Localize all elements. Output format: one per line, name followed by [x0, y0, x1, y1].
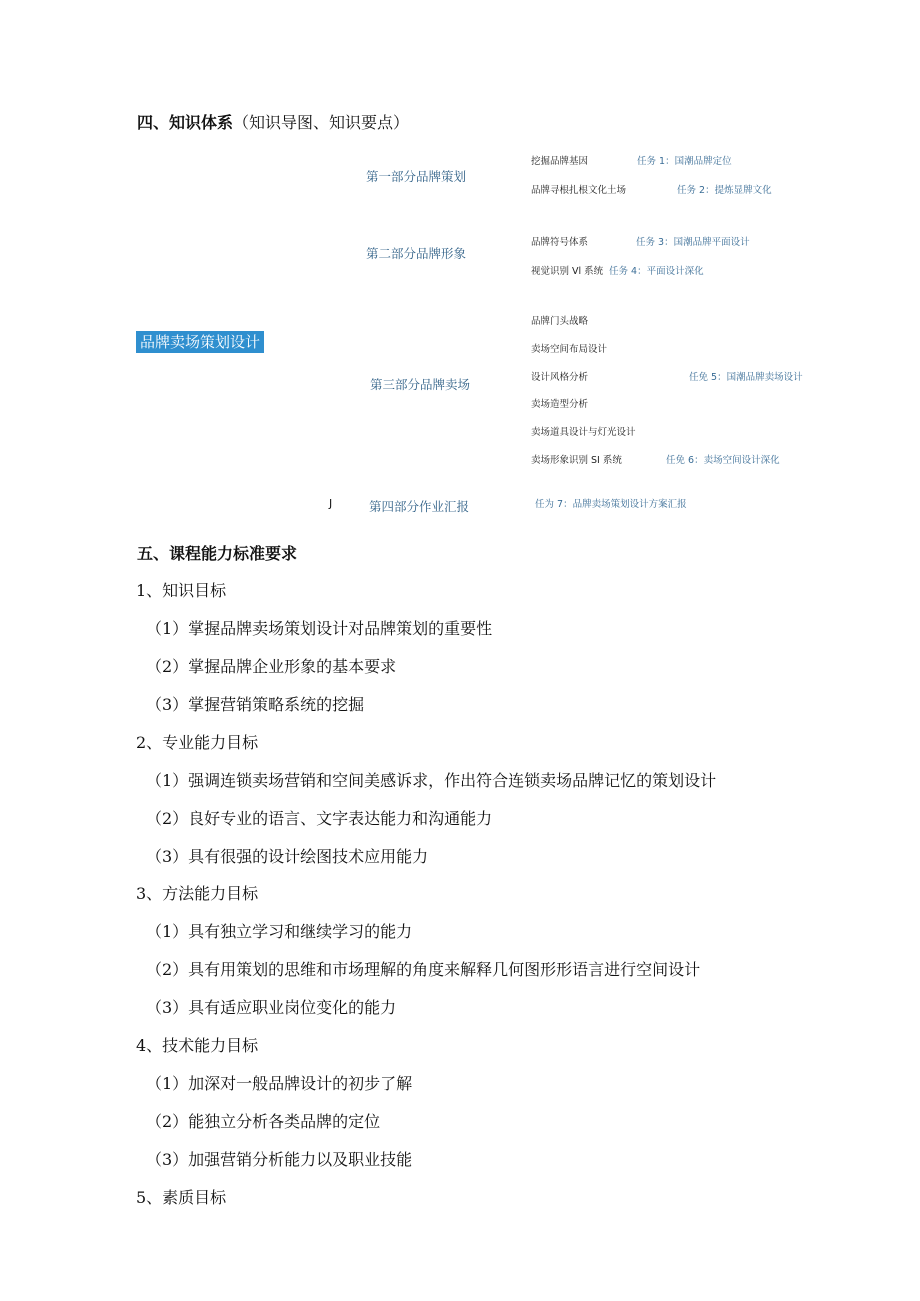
group-2-heading: 2、专业能力目标 [136, 733, 259, 752]
mind-map-item: 卖场形象识别 SI 系统 [531, 455, 622, 466]
mind-map-task: 任免 6：卖场空间设计深化 [666, 455, 780, 466]
list-item: （2）具有用策划的思维和市场理解的角度来解释几何图形形语言进行空间设计 [146, 960, 701, 979]
mind-map-item: 设计风格分析 [531, 372, 589, 383]
mind-map-item: 卖场道具设计与灯光设计 [531, 427, 636, 438]
list-item: （1）强调连锁卖场营销和空间美感诉求，作出符合连锁卖场品牌记忆的策划设计 [146, 771, 717, 790]
list-item: （2）良好专业的语言、文字表达能力和沟通能力 [146, 809, 493, 828]
mind-map-task: 任为 7：品牌卖场策划设计方案汇报 [535, 499, 687, 510]
section-4-heading [137, 110, 409, 133]
list-item: （1）具有独立学习和继续学习的能力 [146, 922, 413, 941]
list-item: （2）掌握品牌企业形象的基本要求 [146, 657, 397, 676]
group-3-heading: 3、方法能力目标 [136, 884, 259, 903]
mind-map-item: 视觉识别 Vl 系统 [531, 266, 604, 277]
mind-map-task: 任务 2：提炼显牌文化 [677, 185, 772, 196]
list-item: （3）掌握营销策略系统的挖掘 [146, 695, 365, 714]
section-4-title: 四、知识体系 [137, 113, 234, 132]
mind-map-task: 任务 4：平面设计深化 [609, 266, 704, 277]
mind-map-mark: J [329, 497, 333, 510]
list-item: （1）加深对一般品牌设计的初步了解 [146, 1074, 413, 1093]
list-item: （3）加强营销分析能力以及职业技能 [146, 1150, 413, 1169]
mind-map-item: 品牌门头战略 [531, 316, 589, 327]
section-5-title: 五、课程能力标准要求 [137, 544, 298, 563]
list-item: （1）掌握品牌卖场策划设计对品牌策划的重要性 [146, 619, 493, 638]
mind-map-part-2: 第二部分品牌形象 [366, 246, 467, 261]
mind-map-root: 品牌卖场策划设计 [136, 331, 264, 353]
list-item: （3）具有适应职业岗位变化的能力 [146, 998, 397, 1017]
list-item: （2）能独立分析各类品牌的定位 [146, 1112, 381, 1131]
mind-map-part-1: 第一部分品牌策划 [366, 169, 467, 184]
mind-map-item: 卖场空间布局设计 [531, 344, 608, 355]
mind-map-task: 任免 5：国潮品牌卖场设计 [689, 372, 803, 383]
section-4-subtitle: （知识导图、知识要点） [233, 113, 410, 132]
group-1-heading: 1、知识目标 [136, 581, 227, 600]
mind-map-task: 任务 3：国潮品牌平面设计 [636, 237, 750, 248]
mind-map-task: 任务 1：国潮品牌定位 [637, 156, 732, 167]
list-item: （3）具有很强的设计绘图技术应用能力 [146, 847, 429, 866]
mind-map-item: 品牌符号体系 [531, 237, 589, 248]
group-5-heading: 5、素质目标 [136, 1188, 227, 1207]
mind-map-part-3: 第三部分品牌卖场 [370, 377, 471, 392]
group-4-heading: 4、技术能力目标 [136, 1036, 259, 1055]
mind-map-item: 挖掘品牌基因 [531, 156, 589, 167]
mind-map-item: 卖场造型分析 [531, 399, 589, 410]
mind-map-item: 品牌寻根扎根文化土场 [531, 185, 627, 196]
mind-map-part-4: 第四部分作业汇报 [369, 499, 470, 514]
